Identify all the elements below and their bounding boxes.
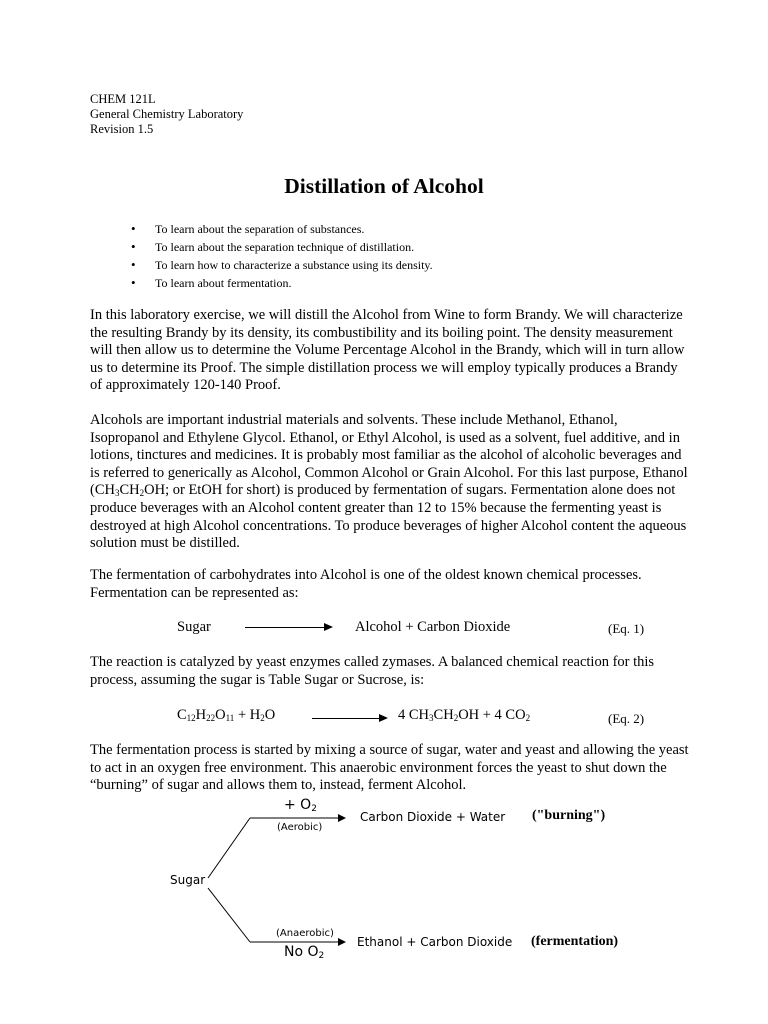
subscript: 2 (311, 804, 317, 814)
aerobic-condition (284, 797, 317, 813)
aerobic-products: Carbon Dioxide + Water (360, 810, 506, 824)
subscript: 3 (429, 713, 434, 723)
aerobic-label: (Aerobic) (277, 822, 323, 833)
page-title: Distillation of Alcohol (284, 174, 484, 198)
process-paragraph: The fermentation process is started by mixing a source of sugar, water and yeast and allowing the yeast to act in an oxygen free environment. This anaerobic environment forces the yeast to shut down the “burning” of sugar and allows them to, instead, ferment Alcohol. (90, 742, 689, 794)
anaerobic-label: (Anaerobic) (276, 928, 334, 939)
eq1-reactant: Sugar (177, 619, 211, 635)
subscript: 2 (525, 713, 531, 723)
upper-arrowhead-icon (338, 814, 346, 822)
intro-paragraph: In this laboratory exercise, we will distill the Alcohol from Wine to form Brandy. We will characterize the resulting Brandy by its density, its combustibility and its boiling point. The density measurement will then allow us to determine the Volume Percentage Alcohol in the Brandy, which will in turn allow us to determine its Proof. The simple distillation process we will employ typically produces a Brandy of approximately 120-140 Proof. (90, 307, 685, 394)
eq2-text: 4 CH (398, 707, 430, 723)
condition-text: + O (284, 797, 312, 813)
lower-branch-line (208, 888, 250, 942)
lab-name: General Chemistry Laboratory (90, 107, 244, 121)
objective-item: • To learn how to characterize a substance using its density. (155, 256, 433, 274)
subscript: 3 (114, 488, 120, 499)
subscript: 2 (139, 488, 145, 499)
alcohols-text-mid: CH (119, 482, 140, 499)
diagram-sugar: Sugar (170, 873, 206, 887)
subscript: 2 (260, 713, 265, 723)
eq2-text: O (215, 707, 226, 723)
alcohols-text-a: Alcohols are important industrial materials and solvents. These include Methanol, Ethanol, Isopropanol and Ethylene Glycol. Ethanol, or Ethyl Alcohol, is used as a solvent, fuel additive, and in lotions, tinctures and medicines. It is probably most familiar as the alcohol of alcoholic beverages and is referred to generically as Alcohol, Common Alcohol or Grain Alcohol. For this last purpose, Ethanol (CH (90, 412, 688, 499)
eq1-label: (Eq. 1) (608, 621, 645, 636)
objective-item: • To learn about the separation of substances. (155, 220, 433, 238)
eq2-label: (Eq. 2) (608, 711, 645, 726)
fermentation-intro-paragraph: The fermentation of carbohydrates into Alcohol is one of the oldest known chemical processes. Fermentation can be represented as: (90, 567, 642, 601)
eq2-text: H (195, 707, 207, 723)
subscript: 2 (318, 951, 325, 961)
eq2-text: O (264, 707, 276, 723)
course-code: CHEM 121L (90, 92, 156, 106)
anaerobic-products: Ethanol + Carbon Dioxide (357, 935, 513, 949)
objective-item: • To learn about the separation technique of distillation. (155, 238, 433, 256)
alcohols-text-b: OH; or EtOH for short) is produced by fermentation of sugars. Fermentation alone does not produce beverages with an Alcohol content greater than 12 to 15% because the fermenting yeast is destroyed at high Alcohol concentrations. To produce beverages of higher Alcohol content the aqueous solution must be distilled. (90, 482, 687, 552)
subscript: 12 (186, 713, 196, 723)
eq2-text: C (177, 707, 187, 723)
subscript: 22 (206, 713, 216, 723)
anaerobic-condition (284, 944, 324, 960)
fermentation-label: (fermentation) (531, 934, 619, 949)
subscript: 2 (453, 713, 459, 723)
burning-label: ("burning") (532, 808, 606, 823)
eq2-text: + H (234, 707, 261, 723)
objective-item: • To learn about fermentation. (155, 274, 433, 292)
zymases-paragraph: The reaction is catalyzed by yeast enzymes called zymases. A balanced chemical reaction for this process, assuming the sugar is Table Sugar or Sucrose, is: (90, 654, 655, 688)
revision: Revision 1.5 (90, 122, 154, 136)
lower-arrowhead-icon (338, 938, 346, 946)
eq2-text: OH + 4 CO (458, 707, 526, 723)
subscript: 11 (225, 713, 235, 723)
eq2-text: CH (433, 707, 454, 723)
upper-branch-line (208, 818, 250, 878)
condition-text: No O (284, 944, 319, 960)
eq1-products: Alcohol + Carbon Dioxide (355, 619, 511, 635)
